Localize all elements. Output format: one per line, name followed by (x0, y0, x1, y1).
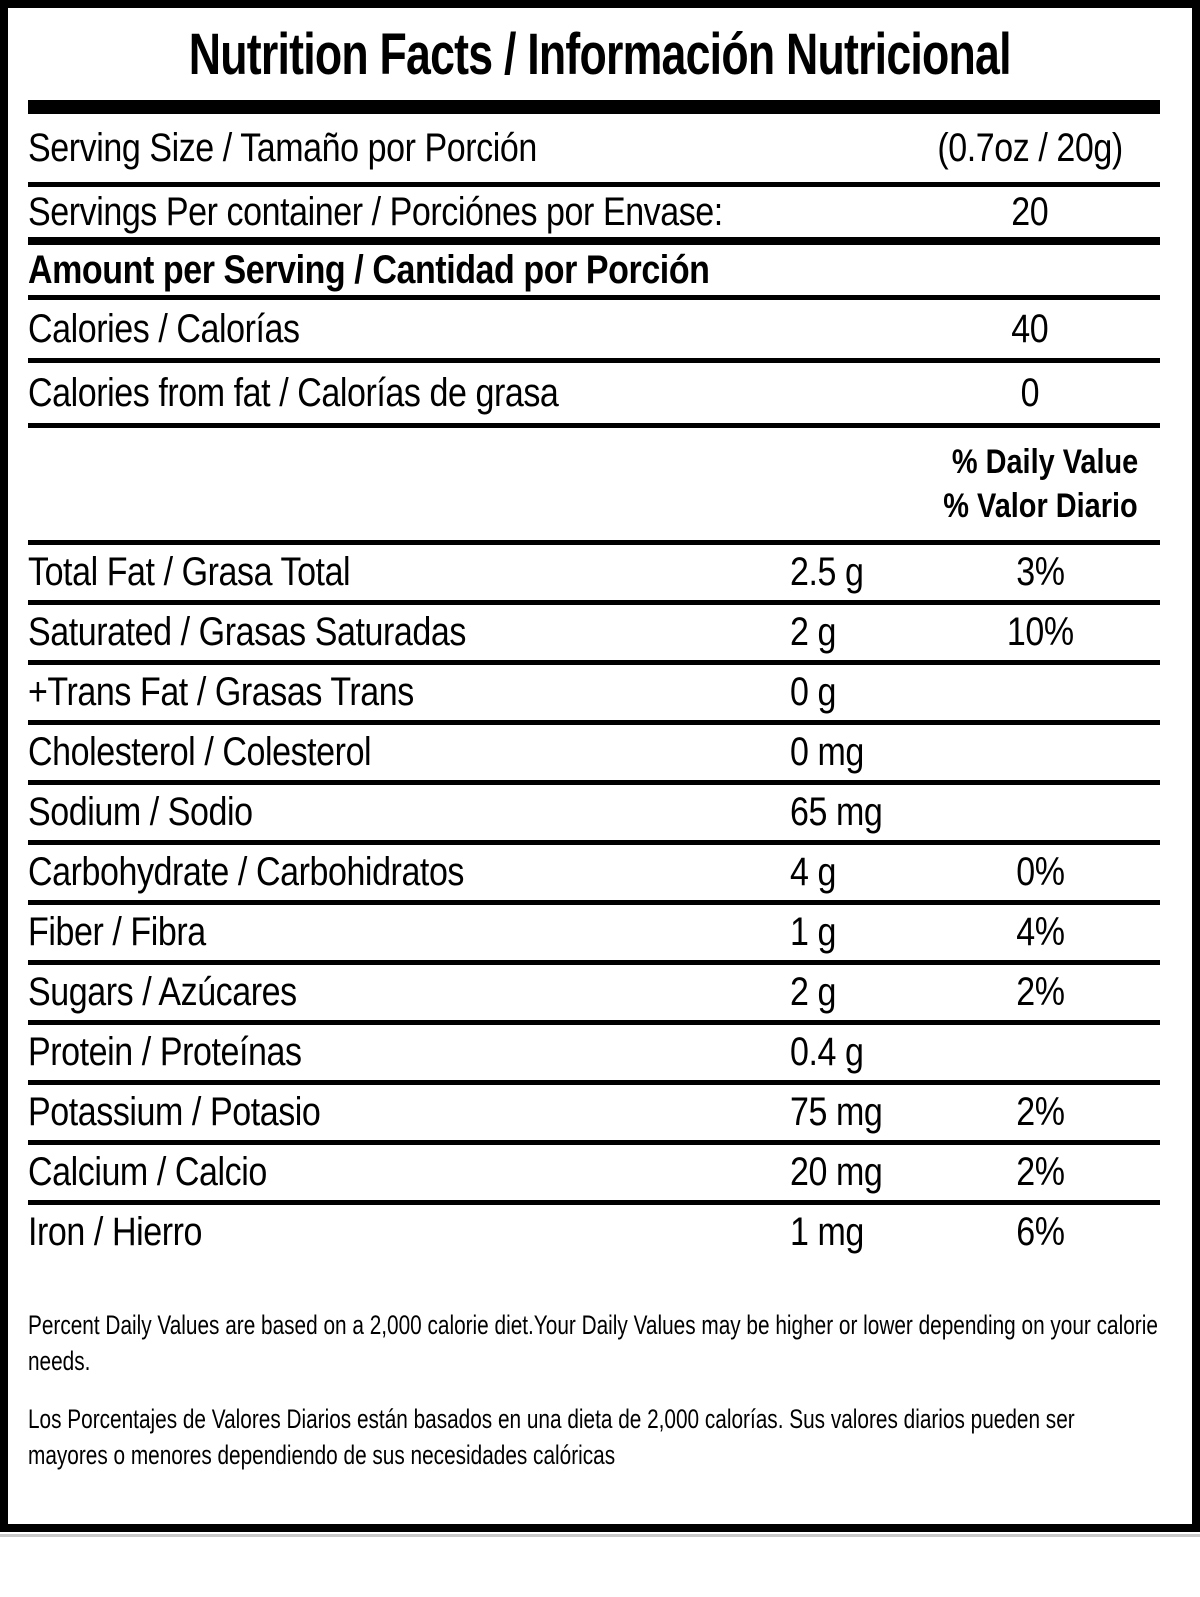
nutrient-row-calcium (28, 1145, 1160, 1200)
serving-size-value: (0.7oz / 20g) (937, 125, 1123, 170)
servings-per-container-label: Servings Per container / Porciónes por Envase: (28, 189, 723, 234)
nutrient-row-trans-fat (28, 665, 1160, 720)
servings-per-container-value: 20 (1011, 189, 1049, 234)
nutrient-amount: 0 g (790, 670, 836, 714)
nutrient-row-iron (28, 1205, 1160, 1260)
amount-per-serving-row (28, 245, 1160, 295)
calories-label: Calories / Calorías (28, 306, 300, 351)
daily-value-header-en: % Daily Value (951, 442, 1138, 481)
nutrient-label: Total Fat / Grasa Total (28, 550, 351, 594)
footnotes (28, 1308, 1160, 1474)
nutrient-row-potassium (28, 1085, 1160, 1140)
nutrient-amount: 20 mg (790, 1150, 883, 1194)
nutrient-amount: 1 mg (790, 1210, 864, 1254)
nutrient-label: Fiber / Fibra (28, 910, 206, 954)
nutrient-label: Potassium / Potasio (28, 1090, 321, 1134)
nutrient-label: Iron / Hierro (28, 1210, 202, 1254)
nutrient-row-cholesterol (28, 725, 1160, 780)
daily-value-header-es: % Valor Diario (943, 487, 1138, 525)
nutrient-label: Saturated / Grasas Saturadas (28, 610, 466, 654)
nutrient-daily-value: 6% (1015, 1210, 1065, 1254)
nutrient-daily-value: 2% (1015, 1090, 1065, 1134)
serving-size-label: Serving Size / Tamaño por Porción (28, 125, 537, 170)
nutrient-daily-value: 3% (1015, 550, 1065, 594)
footnote-english: Percent Daily Values are based on a 2,000 calorie diet.Your Daily Values may be higher or lower depending on your calorie needs. (28, 1310, 1158, 1376)
nutrient-daily-value: 2% (1015, 1150, 1065, 1194)
servings-per-container-row (28, 187, 1160, 237)
calories-from-fat-value: 0 (1020, 370, 1040, 415)
thick-divider (28, 237, 1160, 245)
nutrient-label: +Trans Fat / Grasas Trans (28, 670, 414, 714)
nutrient-row-carbohydrate (28, 845, 1160, 900)
nutrient-daily-value: 2% (1015, 970, 1065, 1014)
nutrient-amount: 65 mg (790, 790, 883, 834)
daily-value-header (28, 428, 1160, 540)
nutrient-amount: 0.4 g (790, 1030, 864, 1074)
calories-from-fat-label: Calories from fat / Calorías de grasa (28, 370, 559, 415)
amount-per-serving-label: Amount per Serving / Cantidad por Porción (28, 247, 710, 292)
nutrient-row-saturated-fat (28, 605, 1160, 660)
nutrient-daily-value: 0% (1015, 850, 1065, 894)
serving-size-row (28, 114, 1160, 182)
nutrient-row-sugars (28, 965, 1160, 1020)
nutrient-amount: 2 g (790, 970, 836, 1014)
title-separator-bar (28, 100, 1160, 114)
nutrient-label: Calcium / Calcio (28, 1150, 267, 1194)
nutrient-row-protein (28, 1025, 1160, 1080)
nutrient-amount: 0 mg (790, 730, 864, 774)
nutrient-label: Sugars / Azúcares (28, 970, 297, 1014)
nutrient-row-sodium (28, 785, 1160, 840)
footnote-spanish: Los Porcentajes de Valores Diarios están basados en una dieta de 2,000 calorías. Sus valores diarios pueden ser mayores o menores dependiendo de sus necesidades calóricas (28, 1403, 1075, 1470)
nutrient-amount: 4 g (790, 850, 836, 894)
calories-value: 40 (1011, 306, 1049, 351)
nutrient-label: Cholesterol / Colesterol (28, 730, 372, 774)
nutrient-label: Protein / Proteínas (28, 1030, 302, 1074)
nutrient-amount: 2 g (790, 610, 836, 654)
label-title: Nutrition Facts / Información Nutricional (188, 21, 1011, 87)
nutrient-label: Carbohydrate / Carbohidratos (28, 850, 465, 894)
nutrient-daily-value: 4% (1015, 910, 1065, 954)
nutrient-amount: 1 g (790, 910, 836, 954)
nutrient-row-fiber (28, 905, 1160, 960)
label-body (8, 100, 1192, 1474)
nutrient-label: Sodium / Sodio (28, 790, 253, 834)
label-bottom-shadow (0, 1534, 1200, 1537)
nutrient-amount: 75 mg (790, 1090, 883, 1134)
calories-from-fat-row (28, 363, 1160, 423)
calories-row (28, 300, 1160, 358)
nutrient-row-total-fat (28, 545, 1160, 600)
label-header (8, 8, 1192, 100)
nutrient-amount: 2.5 g (790, 550, 864, 594)
nutrient-daily-value: 10% (1006, 610, 1074, 654)
